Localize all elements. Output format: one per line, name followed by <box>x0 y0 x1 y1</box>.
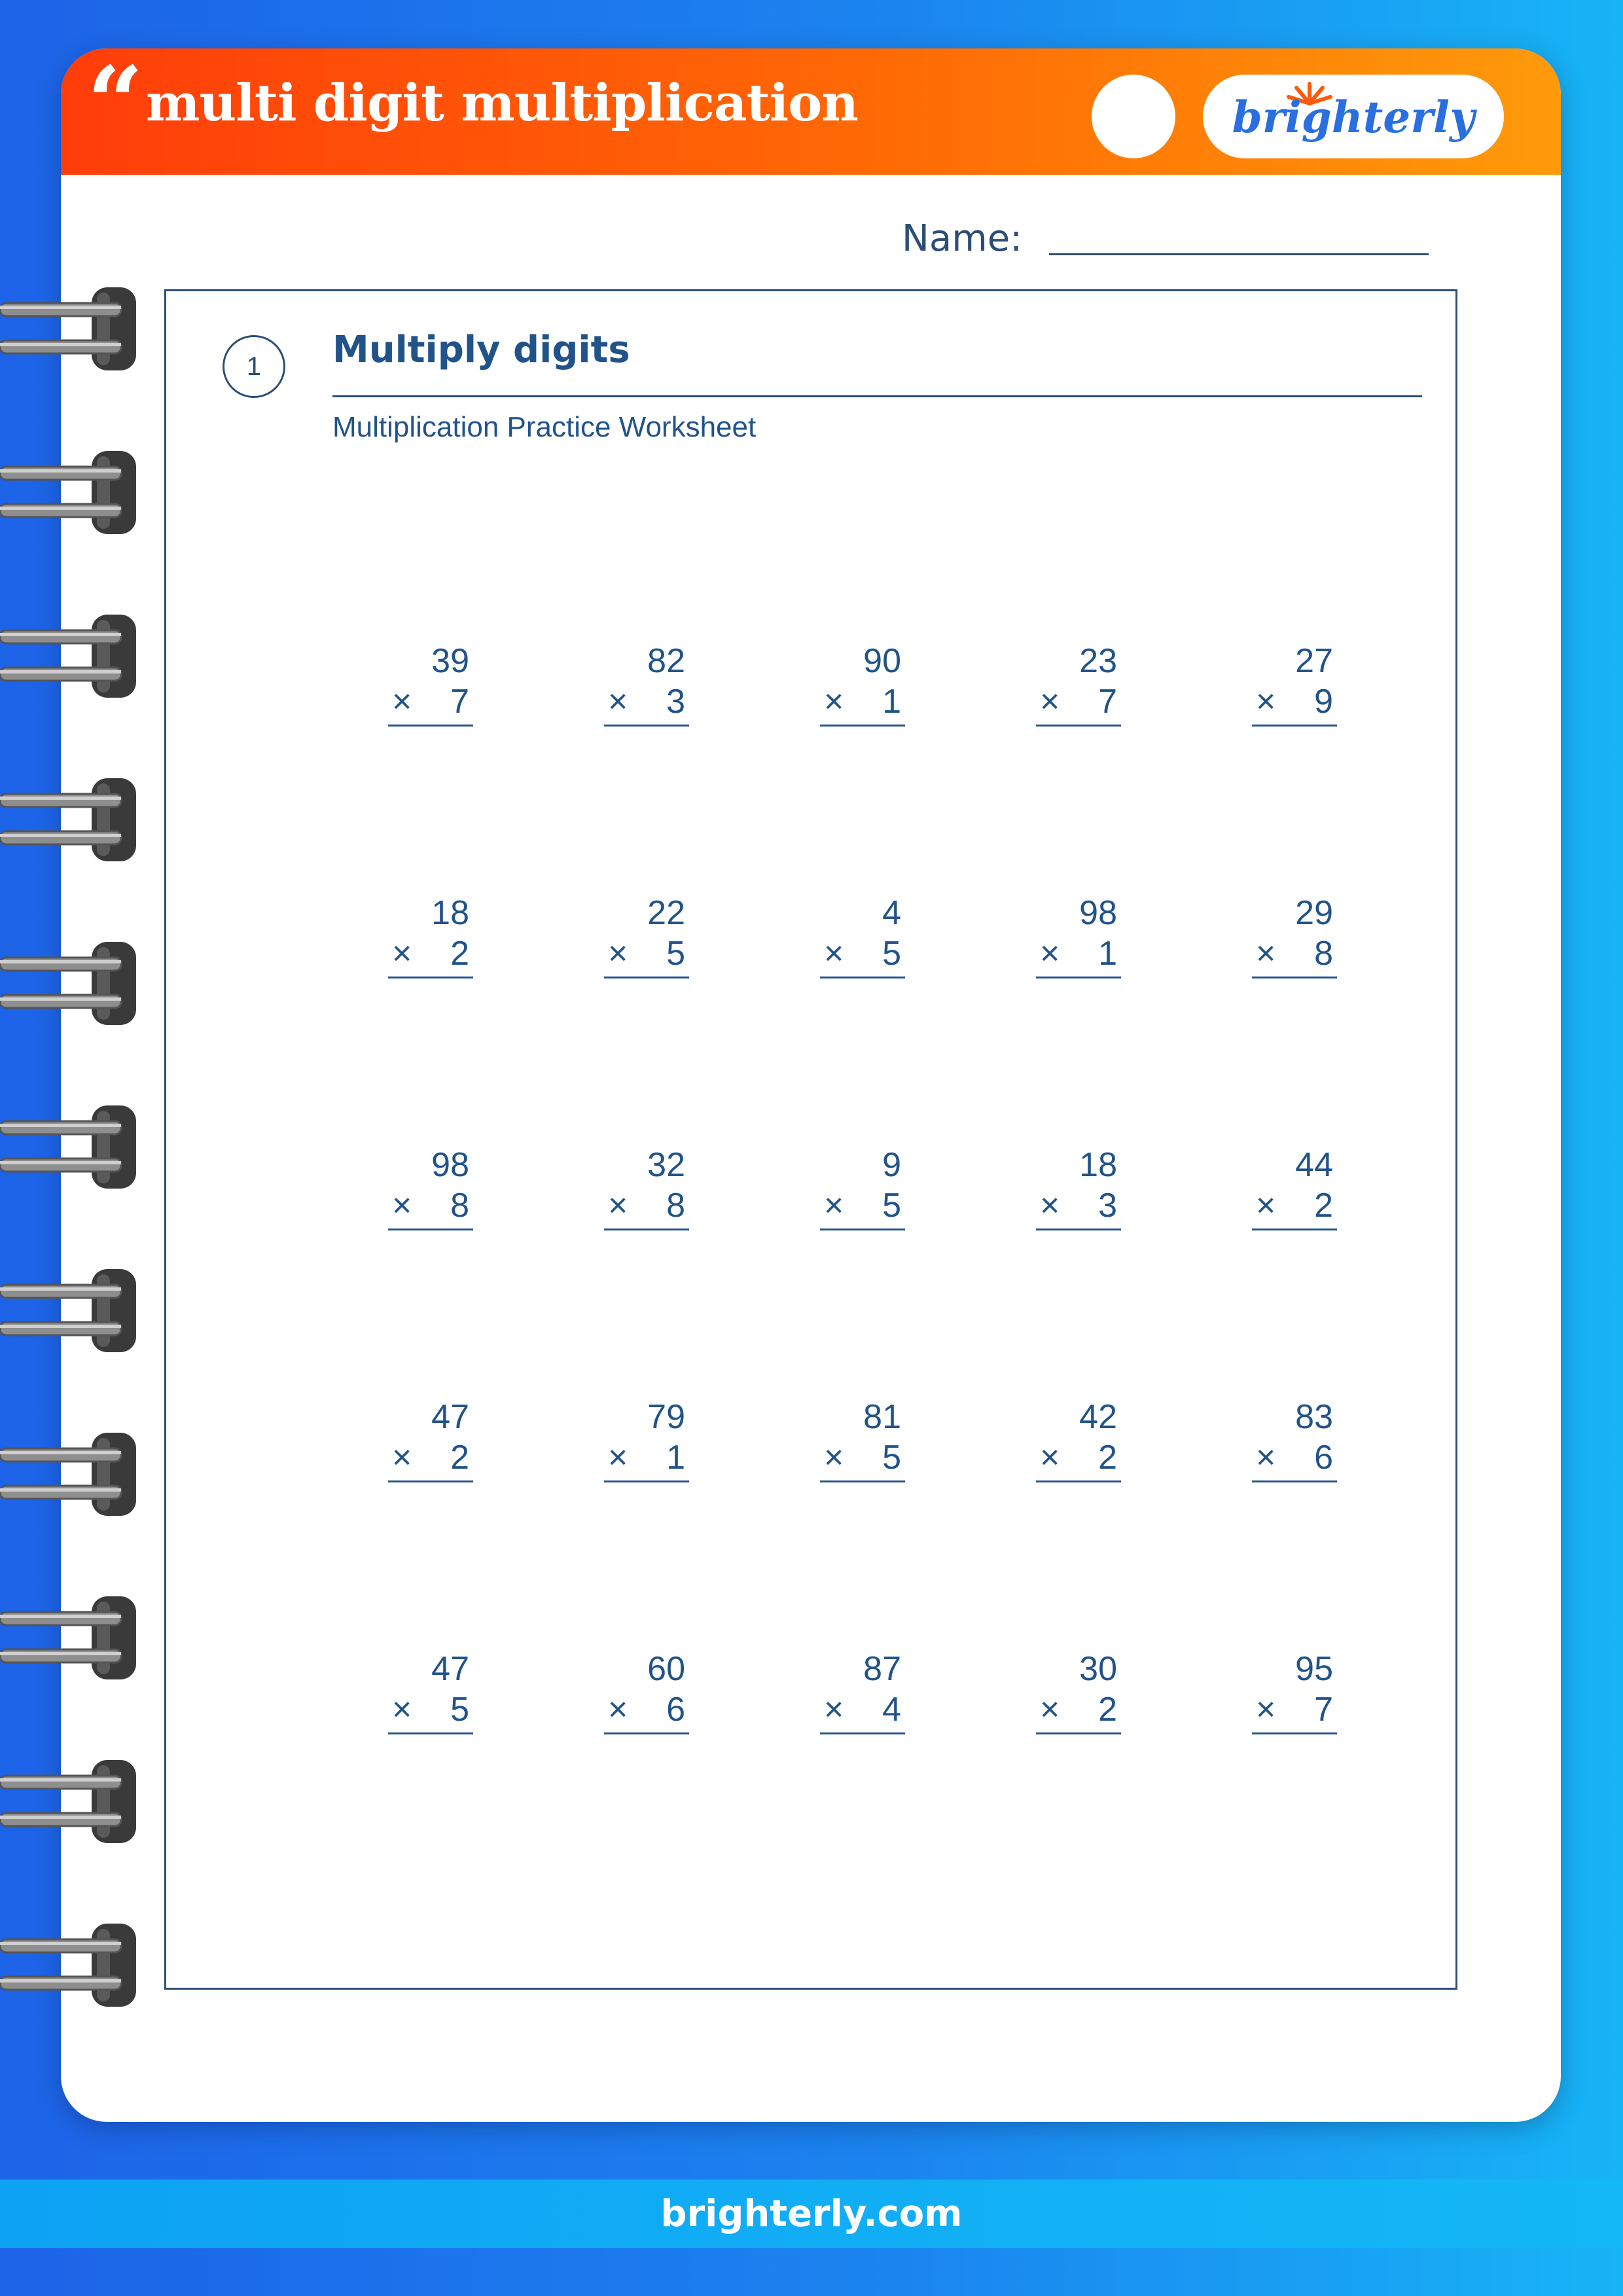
answer-line <box>604 1229 689 1230</box>
multiplicand: 47 <box>431 1398 469 1436</box>
multiplication-problem <box>388 1397 473 1482</box>
quote-icon: “ <box>87 48 144 160</box>
times-sign: × <box>1256 935 1276 973</box>
multiplier: 8 <box>1314 935 1333 973</box>
multiplication-problem <box>604 1397 689 1482</box>
multiplication-problem <box>1252 641 1337 726</box>
answer-line <box>388 725 473 726</box>
multiplicand: 90 <box>863 642 901 680</box>
binding-ring <box>0 1266 137 1355</box>
times-sign: × <box>824 1691 844 1729</box>
multiplication-problem <box>388 893 473 978</box>
times-sign: × <box>1040 683 1060 721</box>
binding-ring <box>0 1430 137 1518</box>
times-sign: × <box>392 683 412 721</box>
binding-ring <box>0 1921 137 2009</box>
multiplicand: 81 <box>863 1398 901 1436</box>
footer-band <box>0 2179 1623 2248</box>
answer-line <box>388 1732 473 1734</box>
multiplication-problem <box>604 893 689 978</box>
multiplier: 4 <box>882 1691 901 1729</box>
times-sign: × <box>608 1439 628 1477</box>
multiplicand: 39 <box>431 642 469 680</box>
times-sign: × <box>1040 1187 1060 1225</box>
answer-line <box>604 725 689 726</box>
multiplicand: 87 <box>863 1650 901 1688</box>
multiplication-problem <box>388 1145 473 1230</box>
worksheet-title: multi digit multiplication <box>146 73 858 133</box>
answer-line <box>820 1732 905 1734</box>
times-sign: × <box>608 1187 628 1225</box>
times-sign: × <box>824 1439 844 1477</box>
multiplication-problem <box>820 1649 905 1734</box>
multiplier: 8 <box>450 1187 469 1225</box>
multiplier: 6 <box>1314 1439 1333 1477</box>
multiplicand: 44 <box>1295 1146 1333 1184</box>
multiplier: 5 <box>450 1691 469 1729</box>
multiplication-problem <box>1036 1397 1121 1482</box>
binding-ring <box>0 776 137 864</box>
answer-line <box>388 1229 473 1230</box>
multiplication-problem <box>1252 1649 1337 1734</box>
binding-ring <box>0 448 137 537</box>
multiplier: 7 <box>450 683 469 721</box>
multiplication-problem <box>820 893 905 978</box>
multiplier: 9 <box>1314 683 1333 721</box>
times-sign: × <box>1256 683 1276 721</box>
brighterly-logo <box>1203 75 1504 158</box>
times-sign: × <box>608 683 628 721</box>
multiplicand: 47 <box>431 1650 469 1688</box>
multiplier: 2 <box>1098 1691 1117 1729</box>
section-number-badge: 1 <box>223 335 285 398</box>
answer-line <box>820 725 905 726</box>
multiplicand: 29 <box>1295 894 1333 932</box>
multiplication-problem <box>604 1145 689 1230</box>
multiplier: 5 <box>666 935 685 973</box>
answer-line <box>1036 1480 1121 1482</box>
section-subtitle: Multiplication Practice Worksheet <box>332 411 757 443</box>
answer-line <box>1036 1229 1121 1230</box>
times-sign: × <box>608 935 628 973</box>
multiplier: 3 <box>1098 1187 1117 1225</box>
multiplication-problem <box>820 1397 905 1482</box>
multiplication-problem <box>820 1145 905 1230</box>
times-sign: × <box>824 1187 844 1225</box>
multiplicand: 60 <box>647 1650 685 1688</box>
answer-line <box>820 1480 905 1482</box>
multiplier: 5 <box>882 935 901 973</box>
multiplier: 1 <box>1098 935 1117 973</box>
multiplication-problem <box>388 641 473 726</box>
multiplication-problem <box>1036 641 1121 726</box>
multiplier: 6 <box>666 1691 685 1729</box>
times-sign: × <box>392 1187 412 1225</box>
answer-line <box>820 977 905 978</box>
multiplier: 8 <box>666 1187 685 1225</box>
answer-line <box>604 1480 689 1482</box>
answer-line <box>1036 1732 1121 1734</box>
multiplicand: 27 <box>1295 642 1333 680</box>
multiplication-problem <box>820 641 905 726</box>
multiplication-problem <box>1036 893 1121 978</box>
multiplicand: 23 <box>1079 642 1117 680</box>
multiplicand: 83 <box>1295 1398 1333 1436</box>
answer-line <box>1252 1229 1337 1230</box>
times-sign: × <box>1040 1439 1060 1477</box>
binding-ring <box>0 939 137 1028</box>
multiplication-problem <box>1036 1649 1121 1734</box>
times-sign: × <box>1256 1439 1276 1477</box>
answer-line <box>1252 977 1337 978</box>
multiplication-problem <box>1252 893 1337 978</box>
multiplier: 5 <box>882 1187 901 1225</box>
times-sign: × <box>824 683 844 721</box>
answer-line <box>604 977 689 978</box>
multiplier: 2 <box>1098 1439 1117 1477</box>
answer-line <box>388 1480 473 1482</box>
binding-ring <box>0 1103 137 1191</box>
multiplication-problem <box>604 1649 689 1734</box>
worksheet-frame <box>164 289 1457 1990</box>
multiplicand: 18 <box>431 894 469 932</box>
times-sign: × <box>1256 1187 1276 1225</box>
multiplicand: 18 <box>1079 1146 1117 1184</box>
answer-line <box>388 977 473 978</box>
answer-line <box>1036 977 1121 978</box>
times-sign: × <box>392 1691 412 1729</box>
multiplier: 2 <box>450 935 469 973</box>
multiplier: 1 <box>666 1439 685 1477</box>
name-write-line <box>1049 253 1429 255</box>
multiplicand: 98 <box>431 1146 469 1184</box>
multiplier: 2 <box>450 1439 469 1477</box>
multiplicand: 79 <box>647 1398 685 1436</box>
times-sign: × <box>1040 935 1060 973</box>
multiplication-problem <box>1252 1397 1337 1482</box>
answer-line <box>1036 725 1121 726</box>
answer-line <box>820 1229 905 1230</box>
multiplier: 2 <box>1314 1187 1333 1225</box>
multiplicand: 82 <box>647 642 685 680</box>
binding-ring <box>0 1757 137 1846</box>
section-divider <box>332 395 1422 397</box>
multiplier: 7 <box>1314 1691 1333 1729</box>
multiplication-problem <box>388 1649 473 1734</box>
answer-line <box>1252 725 1337 726</box>
header-banner <box>61 48 1561 175</box>
multiplicand: 22 <box>647 894 685 932</box>
multiplication-problem <box>1252 1145 1337 1230</box>
answer-line <box>1252 1732 1337 1734</box>
section-title: Multiply digits <box>332 329 630 371</box>
multiplicand: 42 <box>1079 1398 1117 1436</box>
name-label: Name: <box>902 217 1023 260</box>
multiplier: 1 <box>882 683 901 721</box>
logo-wordmark: brighterly <box>1232 92 1475 143</box>
multiplicand: 32 <box>647 1146 685 1184</box>
times-sign: × <box>608 1691 628 1729</box>
binding-ring <box>0 285 137 373</box>
times-sign: × <box>392 1439 412 1477</box>
multiplicand: 9 <box>882 1146 901 1184</box>
white-circle-decoration <box>1092 75 1175 158</box>
times-sign: × <box>392 935 412 973</box>
times-sign: × <box>1040 1691 1060 1729</box>
multiplicand: 4 <box>882 894 901 932</box>
answer-line <box>1252 1480 1337 1482</box>
footer-url: brighterly.com <box>660 2193 963 2235</box>
multiplicand: 30 <box>1079 1650 1117 1688</box>
binding-ring <box>0 612 137 700</box>
times-sign: × <box>1256 1691 1276 1729</box>
multiplier: 5 <box>882 1439 901 1477</box>
multiplicand: 95 <box>1295 1650 1333 1688</box>
multiplication-problem <box>604 641 689 726</box>
multiplicand: 98 <box>1079 894 1117 932</box>
worksheet-sheet <box>61 48 1561 2122</box>
times-sign: × <box>824 935 844 973</box>
multiplication-problem <box>1036 1145 1121 1230</box>
binding-ring <box>0 1594 137 1682</box>
multiplier: 3 <box>666 683 685 721</box>
answer-line <box>604 1732 689 1734</box>
multiplier: 7 <box>1098 683 1117 721</box>
